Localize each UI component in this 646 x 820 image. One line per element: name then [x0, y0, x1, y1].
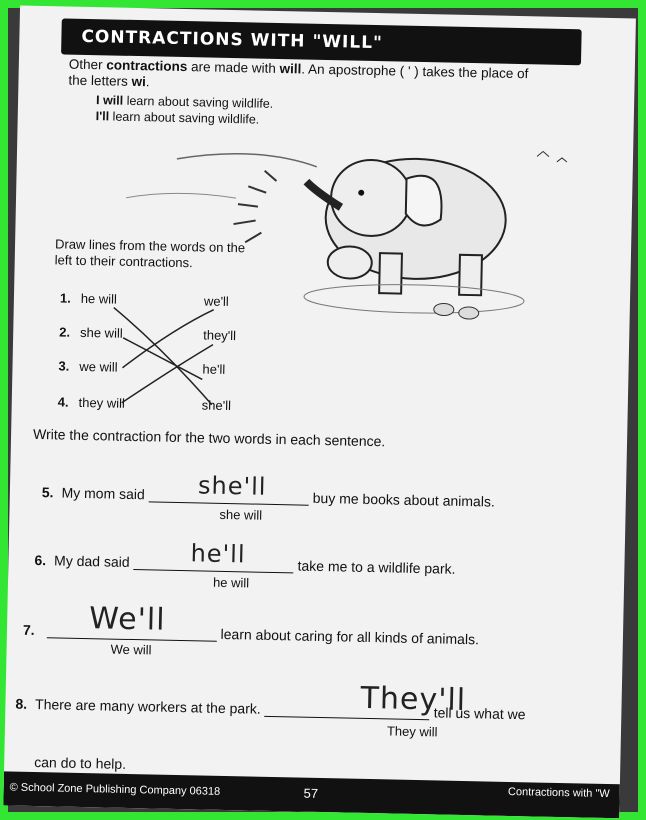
hint-6: he will [212, 574, 250, 591]
sentence-8-continuation: can do to help. [34, 754, 127, 772]
sentence-6: 6. My dad said take me to a wildlife park. [34, 551, 456, 577]
page-number: 57 [303, 785, 319, 801]
sentence-8: 8. There are many workers at the park. tell us what we [15, 695, 526, 723]
worksheet-page [3, 6, 636, 819]
example-line-2: I'll learn about saving wildlife. [95, 109, 260, 127]
match-right-1: we'll [203, 293, 229, 309]
answer-blank-5[interactable] [149, 501, 309, 505]
handwritten-answer-6: he'll [190, 539, 246, 569]
sentence-7: 7. learn about caring for all kinds of animals. [22, 621, 480, 648]
publisher-credit: © School Zone Publishing Company 06318 [9, 781, 221, 798]
hint-5: she will [219, 506, 263, 523]
match-left-2: 2. she will [59, 324, 123, 341]
handwritten-answer-7: We'll [88, 601, 166, 638]
match-left-1: 1. he will [59, 290, 118, 307]
intro-paragraph: Other contractions are made with will. An apostrophe ( ' ) takes the place of the letters wi. [68, 56, 529, 90]
match-right-3: he'll [202, 361, 226, 377]
footer-topic: Contractions with "W [507, 785, 610, 801]
handwritten-answer-5: she'll [197, 471, 267, 501]
example-line-1: I will learn about saving wildlife. [95, 93, 274, 111]
handwritten-answer-8: They'll [360, 680, 467, 719]
sentence-5: 5. My mom said buy me books about animals. [41, 484, 495, 510]
matching-instruction: Draw lines from the words on the left to their contractions. [54, 236, 246, 271]
answer-blank-6[interactable] [133, 569, 293, 573]
page-title: CONTRACTIONS WITH "WILL" [81, 26, 384, 54]
match-left-3: 3. we will [58, 358, 118, 375]
match-left-4: 4. they will [57, 394, 126, 411]
hint-8: They will [386, 723, 438, 740]
hint-7: We will [110, 641, 152, 658]
matching-lines [11, 6, 636, 459]
match-right-2: they'll [203, 327, 237, 344]
write-instruction: Write the contraction for the two words in each sentence. [32, 425, 386, 450]
match-right-4: she'll [201, 397, 232, 414]
